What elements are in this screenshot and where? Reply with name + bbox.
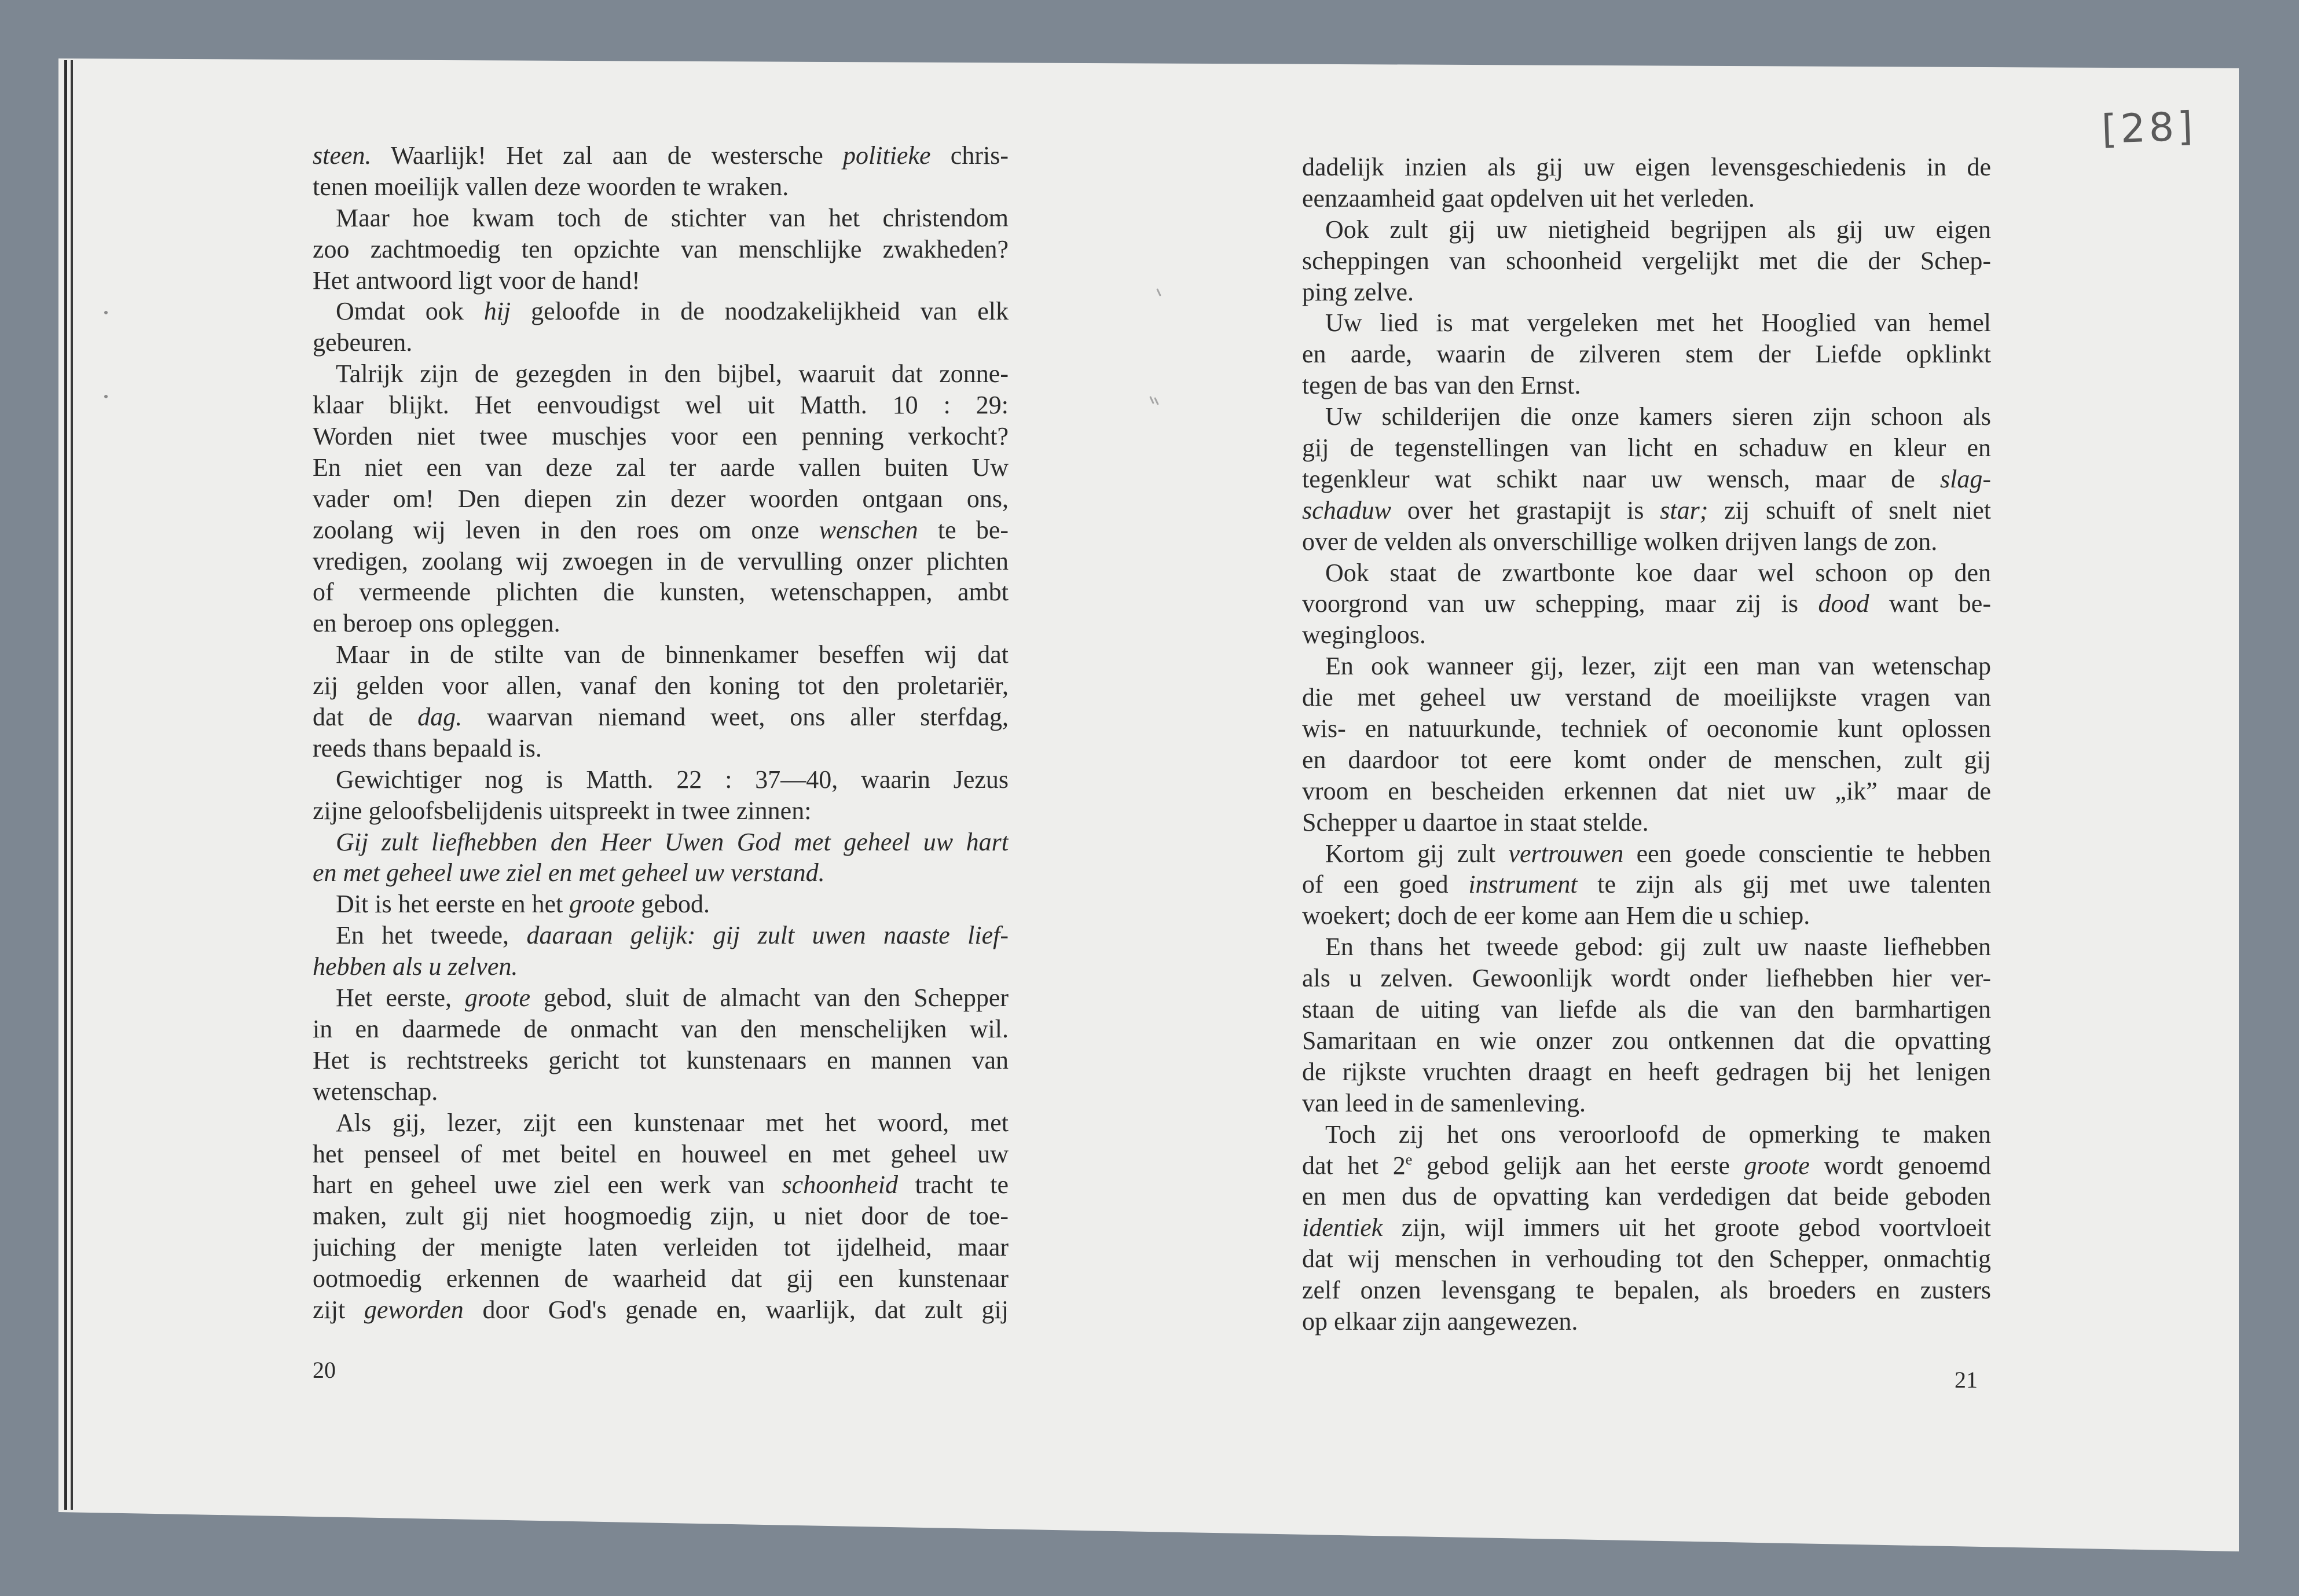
paragraph bbox=[313, 982, 1009, 1107]
italic-text: steen. bbox=[313, 141, 372, 170]
text-line: wegingloos. bbox=[1302, 621, 1426, 650]
text-line: En niet een van deze zal ter aarde vallen buiten Uw bbox=[313, 453, 1009, 482]
text-line bbox=[313, 982, 1009, 1014]
text-segment: of een goed bbox=[1302, 870, 1469, 899]
text-segment: over het grastapijt is bbox=[1391, 496, 1660, 524]
text-segment: Kortom gij zult bbox=[1325, 839, 1509, 868]
paragraph bbox=[313, 1107, 1009, 1326]
text-line: vader om! Den diepen zin dezer woorden ontgaan ons, bbox=[313, 484, 1009, 513]
paragraph bbox=[1302, 1119, 1991, 1337]
text-segment: te be- bbox=[918, 515, 1009, 544]
text-line: gij de tegenstellingen van licht en schaduw en kleur en bbox=[1302, 434, 1991, 463]
page-number: 20 bbox=[313, 1357, 336, 1383]
text-line: zij gelden voor allen, vanaf den koning tot den proletariër, bbox=[313, 672, 1009, 700]
text-segment: chris- bbox=[930, 141, 1009, 170]
text-line: en aarde, waarin de zilveren stem der Liefde opklinkt bbox=[1302, 340, 1991, 369]
italic-text: dood bbox=[1818, 589, 1869, 618]
text-line: Het antwoord ligt voor de hand! bbox=[313, 266, 640, 295]
text-line: Het is rechtstreeks gericht tot kunstenaars en mannen van bbox=[313, 1045, 1009, 1074]
text-line bbox=[1302, 588, 1991, 619]
text-segment: voorgrond van uw schepping, maar zij is bbox=[1302, 589, 1818, 618]
paragraph bbox=[313, 920, 1009, 982]
text-segment: zoolang wij leven in den roes om onze bbox=[313, 515, 819, 544]
paragraph bbox=[1302, 307, 1991, 401]
italic-text: wenschen bbox=[819, 515, 918, 544]
italic-text: schoonheid bbox=[782, 1171, 898, 1199]
text-line: scheppingen van schoonheid vergelijkt met die der Schep- bbox=[1302, 246, 1991, 275]
paragraph bbox=[1302, 557, 1991, 651]
text-line bbox=[313, 515, 1009, 546]
text-line bbox=[1302, 1212, 1991, 1243]
italic-text: politieke bbox=[843, 141, 931, 170]
text-line: gebeuren. bbox=[313, 328, 413, 357]
paragraph bbox=[313, 358, 1009, 639]
text-line: en beroep ons opleggen. bbox=[313, 609, 560, 638]
text-line: op elkaar zijn aangewezen. bbox=[1302, 1307, 1578, 1335]
text-segment: tracht te bbox=[897, 1171, 1009, 1199]
text-segment: een goede conscientie te hebben bbox=[1623, 839, 1991, 868]
text-line: reeds thans bepaald is. bbox=[313, 733, 542, 762]
text-segment: door God's genade en, waarlijk, dat zult gij bbox=[463, 1295, 1009, 1324]
text-line bbox=[313, 1169, 1009, 1201]
text-line: wetenschap. bbox=[313, 1077, 438, 1106]
text-line: en men dus de opvatting kan verdedigen dat beide geboden bbox=[1302, 1182, 1991, 1211]
text-line: dadelijk inzien als gij uw eigen levensgeschiedenis in de bbox=[1302, 153, 1991, 181]
text-line: zoo zachtmoedig ten opzichte van menschlijke zwakheden? bbox=[313, 234, 1009, 263]
text-line bbox=[313, 1294, 1009, 1326]
right-page-text bbox=[1302, 152, 1991, 1337]
paragraph bbox=[313, 827, 1009, 889]
text-line: tenen moeilijk vallen deze woorden te wraken. bbox=[313, 172, 789, 201]
text-segment: dat het 2 bbox=[1302, 1151, 1406, 1180]
italic-text: hebben als u zelven. bbox=[313, 952, 518, 981]
left-page-text bbox=[313, 140, 1009, 1326]
text-line: ootmoedig erkennen de waarheid dat gij een kunstenaar bbox=[313, 1264, 1009, 1293]
text-line: Worden niet twee muschjes voor een penning verkocht? bbox=[313, 422, 1009, 451]
text-line bbox=[1302, 1150, 1991, 1182]
text-line: vroom en bescheiden erkennen dat niet uw „ik” maar de bbox=[1302, 776, 1991, 805]
text-segment: waarvan niemand weet, ons aller sterfdag, bbox=[462, 703, 1009, 732]
text-line: de rijkste vruchten draagt en heeft gedragen bij het lenigen bbox=[1302, 1057, 1991, 1086]
paragraph bbox=[1302, 651, 1991, 838]
paragraph bbox=[313, 203, 1009, 296]
text-line: Talrijk zijn de gezegden in den bijbel, waaruit dat zonne- bbox=[336, 359, 1009, 388]
handwritten-page-annotation: [28] bbox=[2100, 104, 2197, 153]
text-line: dat wij menschen in verhouding tot den Schepper, onmachtig bbox=[1302, 1245, 1991, 1274]
italic-text: daaraan gelijk: gij zult uwen naaste lief- bbox=[526, 921, 1009, 950]
text-segment: hart en geheel uwe ziel een werk van bbox=[313, 1171, 782, 1199]
text-segment: Dit is het eerste en het bbox=[336, 890, 570, 919]
text-segment: zijn, wijl immers uit het groote gebod voortvloeit bbox=[1383, 1213, 1991, 1242]
text-segment: Het eerste, bbox=[336, 984, 465, 1012]
italic-text: groote bbox=[1744, 1151, 1810, 1180]
text-line: Schepper u daartoe in staat stelde. bbox=[1302, 808, 1649, 836]
text-segment: dat de bbox=[313, 703, 418, 732]
text-segment: want be- bbox=[1869, 589, 1991, 618]
binding-edge-line bbox=[71, 60, 73, 1510]
text-line: over de velden als onverschillige wolken drijven langs de zon. bbox=[1302, 527, 1938, 556]
text-segment: gebod gelijk aan het eerste bbox=[1412, 1151, 1744, 1180]
italic-text: identiek bbox=[1302, 1213, 1383, 1242]
text-line: woekert; doch de eer kome aan Hem die u schiep. bbox=[1302, 901, 1810, 930]
text-line: staan de uiting van liefde als die van den barmhartigen bbox=[1302, 995, 1991, 1024]
text-line: van leed in de samenleving. bbox=[1302, 1088, 1586, 1117]
text-line: Maar hoe kwam toch de stichter van het christendom bbox=[336, 203, 1009, 232]
text-segment: gebod. bbox=[635, 890, 710, 919]
italic-text: slag- bbox=[1940, 464, 1991, 493]
text-line: en daardoor tot eere komt onder de menschen, zult gij bbox=[1302, 745, 1991, 774]
text-line: die met geheel uw verstand de moeilijkste vragen van bbox=[1302, 683, 1991, 712]
text-segment: tegenkleur wat schikt naar uw wensch, maar de bbox=[1302, 464, 1940, 493]
text-line: zelf onzen levensgang te bepalen, als broeders en zusters bbox=[1302, 1276, 1991, 1305]
paragraph bbox=[1302, 152, 1991, 214]
text-line: Toch zij het ons veroorloofd de opmerking te maken bbox=[1325, 1120, 1991, 1149]
italic-text: schaduw bbox=[1302, 496, 1391, 524]
text-segment: gebod, sluit de almacht van den Schepper bbox=[530, 984, 1009, 1012]
text-line bbox=[1302, 464, 1991, 495]
text-line: En thans het tweede gebod: gij zult uw naaste liefhebben bbox=[1325, 933, 1991, 962]
text-line: juiching der menigte laten verleiden tot ijdelheid, maar bbox=[313, 1233, 1009, 1262]
text-segment: Waarlijk! Het zal aan de westersche bbox=[371, 141, 844, 170]
italic-text: en met geheel uwe ziel en met geheel uw verstand. bbox=[313, 858, 825, 887]
text-line: eenzaamheid gaat opdelven uit het verleden. bbox=[1302, 184, 1755, 212]
text-segment: geloofde in de noodzakelijkheid van elk bbox=[511, 297, 1009, 326]
speck bbox=[104, 395, 108, 398]
text-line: tegen de bas van den Ernst. bbox=[1302, 371, 1581, 400]
text-line bbox=[313, 951, 1009, 982]
text-line: Gewichtiger nog is Matth. 22 : 37—40, waarin Jezus bbox=[336, 765, 1009, 794]
text-line: Ook staat de zwartbonte koe daar wel schoon op den bbox=[1325, 558, 1991, 587]
text-line bbox=[313, 296, 1009, 327]
text-line bbox=[313, 920, 1009, 951]
paragraph bbox=[313, 296, 1009, 358]
text-line: maken, zult gij niet hoogmoedig zijn, u niet door de toe- bbox=[313, 1202, 1009, 1231]
text-line: Als gij, lezer, zijt een kunstenaar met het woord, met bbox=[336, 1108, 1009, 1137]
text-line: ping zelve. bbox=[1302, 277, 1414, 306]
italic-text: hij bbox=[483, 297, 511, 326]
text-line: wis- en natuurkunde, techniek of oeconomie kunt oplossen bbox=[1302, 714, 1991, 743]
text-segment: wordt genoemd bbox=[1809, 1151, 1991, 1180]
italic-text: groote bbox=[569, 890, 635, 919]
text-line: Samaritaan en wie onzer zou ontkennen dat die opvatting bbox=[1302, 1026, 1991, 1055]
text-line: of vermeende plichten die kunsten, wetenschappen, ambt bbox=[313, 578, 1009, 607]
binding-edge-line bbox=[64, 60, 67, 1510]
italic-text: groote bbox=[464, 984, 531, 1012]
text-line: klaar blijkt. Het eenvoudigst wel uit Matth. 10 : 29: bbox=[313, 391, 1009, 420]
italic-text: star; bbox=[1660, 496, 1708, 524]
italic-text: dag. bbox=[417, 703, 463, 732]
text-line bbox=[313, 140, 1009, 171]
paragraph bbox=[1302, 214, 1991, 308]
superscript-text: e bbox=[1405, 1150, 1413, 1168]
text-line: vredigen, zoolang wij zwoegen in de vervulling onzer plichten bbox=[313, 546, 1009, 575]
text-line bbox=[313, 702, 1009, 733]
text-line: Uw schilderijen die onze kamers sieren zijn schoon als bbox=[1325, 402, 1991, 431]
text-line: zijne geloofsbelijdenis uitspreekt in twee zinnen: bbox=[313, 796, 812, 825]
text-line: als u zelven. Gewoonlijk wordt onder liefhebben hier ver- bbox=[1302, 964, 1991, 993]
italic-text: Gij zult liefhebben den Heer Uwen God met geheel uw hart bbox=[336, 827, 1009, 856]
text-line: het penseel of met beitel en houweel en met geheel uw bbox=[313, 1139, 1009, 1168]
text-line: En ook wanneer gij, lezer, zijt een man van wetenschap bbox=[1325, 652, 1991, 681]
text-line bbox=[1302, 869, 1991, 900]
italic-text: instrument bbox=[1468, 870, 1578, 899]
text-line bbox=[1302, 495, 1991, 526]
text-line: Maar in de stilte van de binnenkamer beseffen wij dat bbox=[336, 640, 1009, 669]
text-line: in en daarmede de onmacht van den menschelijken wil. bbox=[313, 1014, 1009, 1043]
paragraph bbox=[313, 764, 1009, 827]
text-line: Ook zult gij uw nietigheid begrijpen als gij uw eigen bbox=[1325, 215, 1991, 244]
text-line bbox=[313, 827, 1009, 858]
italic-text: vertrouwen bbox=[1508, 839, 1624, 868]
text-segment: te zijn als gij met uwe talenten bbox=[1577, 870, 1991, 899]
text-segment: zij schuift of snelt niet bbox=[1708, 496, 1991, 524]
text-line bbox=[1302, 838, 1991, 869]
text-line bbox=[313, 857, 1009, 889]
text-segment: zijt bbox=[313, 1295, 364, 1324]
speck bbox=[104, 311, 108, 314]
paragraph bbox=[1302, 931, 1991, 1118]
text-line: Uw lied is mat vergeleken met het Hooglied van hemel bbox=[1325, 309, 1991, 337]
italic-text: geworden bbox=[364, 1295, 464, 1324]
text-segment: Omdat ook bbox=[336, 297, 484, 326]
paragraph bbox=[313, 140, 1009, 203]
page-number: 21 bbox=[1955, 1367, 1978, 1393]
paragraph bbox=[313, 639, 1009, 764]
text-line bbox=[313, 889, 1009, 920]
paragraph bbox=[313, 889, 1009, 920]
paragraph bbox=[1302, 838, 1991, 932]
text-segment: En het tweede, bbox=[336, 921, 527, 950]
paragraph bbox=[1302, 401, 1991, 557]
